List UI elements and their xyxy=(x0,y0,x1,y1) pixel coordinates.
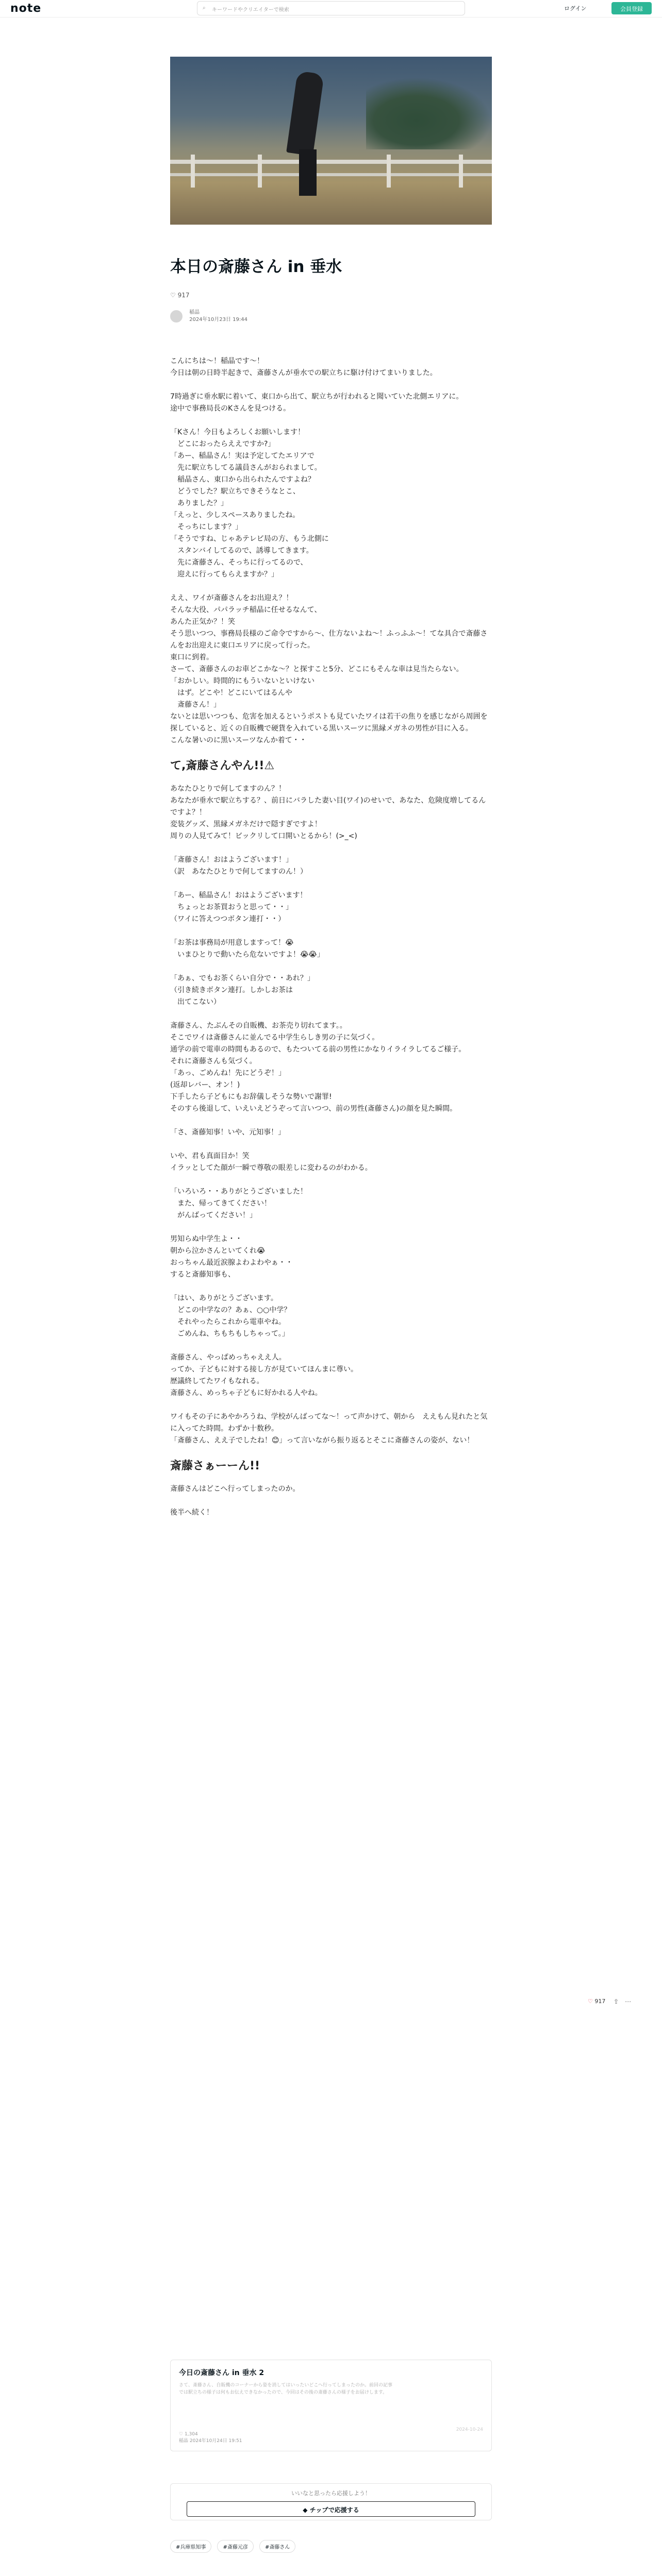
floating-like[interactable] xyxy=(588,1998,605,2005)
heart-icon: ♡ xyxy=(588,1998,593,2005)
embed-date: 2024年10月24日 19:51 xyxy=(189,2438,242,2444)
hero-person-legs xyxy=(299,149,317,196)
top-header xyxy=(0,0,662,18)
paragraph: ワイもその子にあやかろうね、学校がんばってな～！って声かけて、朝から ええもん見れたと気に入ってた時間。わずか十数秒。 「斎藤さん、ええ子でしたね！😊」って言いながら振り返るとそこに斎藤さんの姿が、ない！ xyxy=(170,1413,488,1445)
hero-post xyxy=(191,155,195,188)
paragraph: 「Kさん！今日もよろしくお願いします！ どこにおったらええですか?」 「あー、稲晶さん！実は予定してたエリアで 先に駅立ちしてる議員さんがおられまして。 稲晶さん、東口から出られたんですよね？ どうでした？駅立ちできそうなとこ、 ありました？」 「えっと、少しスペースありましたね。 そっちにします？」 「そうですね、じゃあテレビ局の方、もう北側に スタンバイしてるので、誘導してきます。 先に斎藤さん、そっちに行ってるので、 迎えに行ってもらえますか？」 xyxy=(170,428,329,579)
embedded-article-card[interactable] xyxy=(170,2360,492,2451)
section-heading: て,斎藤さんやん!!⚠ xyxy=(170,759,275,772)
tag[interactable]: #斎藤元彦 xyxy=(217,2540,253,2553)
embed-author: 稲晶 xyxy=(179,2438,189,2444)
support-box xyxy=(170,2483,492,2520)
tag-list xyxy=(170,2540,299,2553)
hero-rail xyxy=(170,160,492,164)
article-title: 本日の斎藤さん in 垂水 xyxy=(170,258,342,276)
hero-rail-lower xyxy=(170,173,492,176)
more-icon[interactable]: ⋯ xyxy=(625,1998,638,2005)
hero-post xyxy=(459,155,463,188)
author-meta xyxy=(189,309,247,324)
heart-icon: ♡ xyxy=(179,2432,184,2437)
paragraph: 「いろいろ・・ありがとうございました！ また、帰ってきてください！ がんばってください！」 xyxy=(170,1188,307,1219)
paragraph: 「あー、稲晶さん！おはようございます！ ちょっとお茶買おうと思って・・」 （ワイに答えつつボタン連打・・） xyxy=(170,891,307,923)
tip-icon: ◆ xyxy=(303,2506,310,2514)
paragraph: あなたひとりで何してますのん？！ あなたが垂水で駅立ちする？、前日にバラした妻い目(ワイ)のせいで、あなた、危険度増してるんですよ？！ 変装グッズ、黒縁メガネだけで隠すぎですよ！ 周りの人見てみて！ビックリして口開いとるから！(>_<) xyxy=(170,785,486,840)
paragraph: 「あぁ、でもお茶くらい自分で・・あれ？」 （引き続きボタン連打。しかしお茶は 出てこない） xyxy=(170,974,315,1006)
hero-post xyxy=(387,155,391,188)
avatar[interactable] xyxy=(170,310,183,323)
tag[interactable]: #兵庫県知事 xyxy=(170,2540,211,2553)
embed-likes: 1,304 xyxy=(184,2432,198,2437)
paragraph: 「さ、斎藤知事！いや、元知事！」 xyxy=(170,1128,286,1137)
share-icon[interactable]: ⇪ xyxy=(614,1998,625,2005)
paragraph: ええ、ワイが斎藤さんをお出迎え？！ そんな大役、パパラッチ稲晶に任せるなんて、 あんた正気か？！笑 そう思いつつ、事務局長様のご命令ですから～、仕方ないよね～！ふっふふ～！てな具合で斎藤さんをお出迎えに東口エリアに戻って行った。 東口に到着。 さーて、斎藤さんのお車どこかな～？と探すこと5分、どこにもそんな車は見当たらない。 「おかしい。時間的にもういないといけない はず。どこや！どこにいてはるんや 斎藤さん！」 ないとは思いつつも、危害を加えるというポストも見ていたワイは若干の焦りを感じながら周囲を探していると、近くの自販機で硬貨を入れている黒いスーツに黒縁メガネの男性が目に入る。 こんな暑いのに黒いスーツなんか着て・・ xyxy=(170,594,488,744)
paragraph: 男知らぬ中学生よ・・ 朝から泣かさんといてくれ😭 おっちゃん最近涙腺よわよわやぁ・・ すると斎藤知事も、 xyxy=(170,1235,293,1279)
hero-post xyxy=(258,155,262,188)
paragraph: 斎藤さんはどこへ行ってしまったのか。 xyxy=(170,1485,300,1493)
hero-trees xyxy=(366,77,492,149)
note-logo[interactable]: note xyxy=(10,2,42,15)
paragraph: 「斎藤さん！おはようございます！」 （訳 あなたひとりで何してますのん！） xyxy=(170,856,307,876)
embed-desc: さて、斎藤さん、自販機のコーナーから姿を消してはいったいどこへ行ってしまったのか。前回の記事では駅立ちの様子は何もお伝えできなかったので、今回はその後の斎藤さんの様子をお届けします。 xyxy=(179,2383,393,2395)
search-icon: ⌕ xyxy=(203,5,206,11)
article-body xyxy=(170,355,492,1531)
like-count-text: 917 xyxy=(177,292,190,299)
search-input[interactable] xyxy=(197,1,465,15)
tip-button[interactable] xyxy=(187,2501,475,2517)
signup-button[interactable]: 会員登録 xyxy=(611,2,652,14)
login-link[interactable]: ログイン xyxy=(564,5,587,12)
heart-icon: ♡ xyxy=(170,292,176,299)
paragraph: 「はい、ありがとうございます。 どこの中学なの？あぁ、○○中学？ それやったらこれから電車やね。 ごめんね、ちもちもしちゃって。」 xyxy=(170,1294,291,1338)
tip-label: チップで応援する xyxy=(309,2506,359,2514)
support-caption: いいなと思ったら応援しよう！ xyxy=(291,2490,371,2497)
paragraph: 斎藤さん、たぶんその自販機、お茶売り切れてます。。 そこでワイは斎藤さんに並んでる中学生らしき男の子に気づく。 通学の前で電車の時間もあるので、もたついてる前の男性にかなりイライラしてるご様子。 それに斎藤さんも気づく。 「あっ、ごめんね！先にどうぞ！」 (返却レバー、オン！) 下手したら子どもにもお辞儀しそうな勢いで謝罪! そのすら後退して、いえいえどうぞって言いつつ、前の男性(斎藤さん)の顔を見た瞬間。 xyxy=(170,1022,466,1113)
paragraph: 「お茶は事務局が用意しますって！😭 いまひとりで動いたら危ないですよ！😭😭」 xyxy=(170,939,324,959)
like-count-top[interactable] xyxy=(170,292,190,299)
paragraph: 7時過ぎに垂水駅に着いて、東口から出て、駅立ちが行われると聞いていた北側エリアに。 途中で事務局長のKさんを見つける。 xyxy=(170,393,464,413)
tag[interactable]: #斎藤さん xyxy=(259,2540,295,2553)
author-row[interactable] xyxy=(170,309,247,324)
hero-image xyxy=(170,57,492,225)
paragraph: こんにちは～！稲晶です～！ 今日は朝の日時半起きで、斎藤さんが垂水での駅立ちに駆け付けてまいりました。 xyxy=(170,357,437,377)
floating-actions xyxy=(614,1998,637,2005)
floating-like-count: 917 xyxy=(594,1998,606,2005)
paragraph: 斎藤さん、やっぱめっちゃええ人。 ってか、子どもに対する接し方が見ていてほんまに尊い。 歴議終してたワイもなれる。 斎藤さん、めっちゃ子どもに好かれる人やね。 xyxy=(170,1353,358,1397)
post-date: 2024年10月23日 19:44 xyxy=(189,317,247,323)
embed-title: 今日の斎藤さん in 垂水 2 xyxy=(179,2369,264,2377)
search-placeholder: キーワードやクリエイターで検索 xyxy=(212,7,289,13)
embed-date-right: 2024-10-24 xyxy=(456,2427,483,2432)
paragraph: 後半へ続く！ xyxy=(170,1509,213,1517)
paragraph: いや、君も真面目か！笑 イラッとしてた顔が一瞬で尊敬の眼差しに変わるのがわかる。 xyxy=(170,1152,372,1172)
hero-person xyxy=(286,71,324,156)
embed-meta xyxy=(179,2432,242,2444)
section-heading: 斎藤さぁーーん!! xyxy=(170,1460,260,1472)
author-name[interactable]: 稲晶 xyxy=(189,310,200,315)
